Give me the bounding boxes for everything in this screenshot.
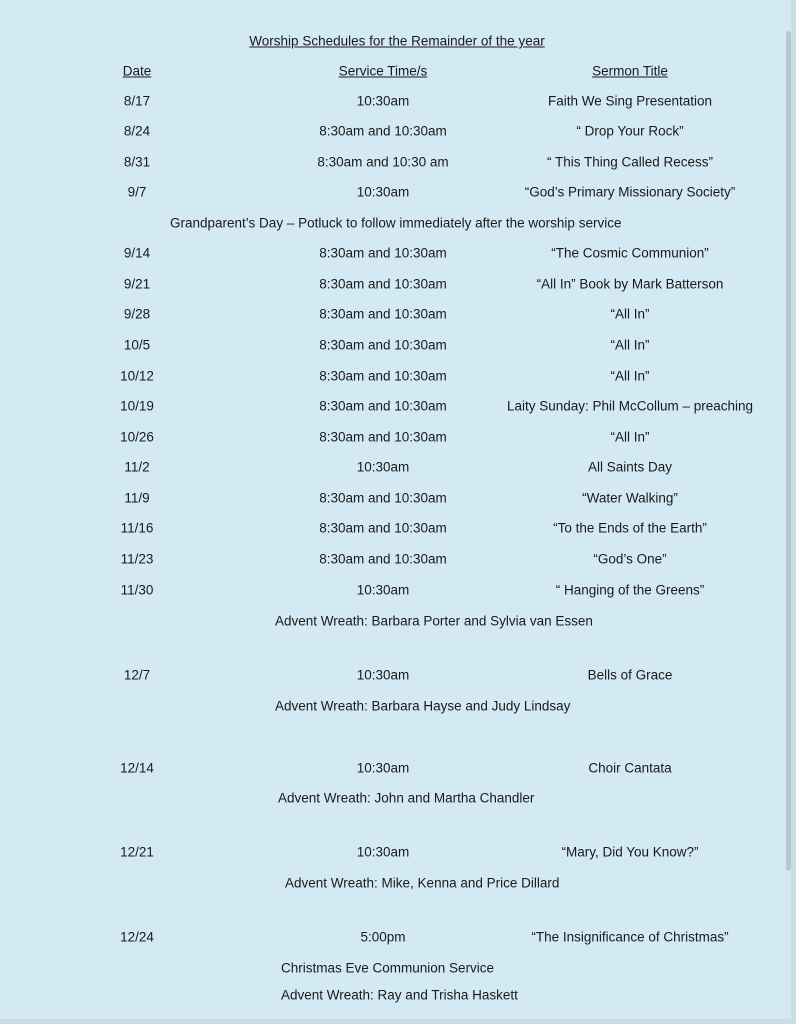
cell-sermon: “All In” — [610, 337, 650, 353]
note-advent-wreath: Advent Wreath: Ray and Trisha Haskett — [281, 987, 518, 1003]
cell-date: 10/5 — [123, 337, 151, 353]
cell-sermon: Choir Cantata — [588, 760, 672, 776]
scrollbar[interactable] — [786, 31, 791, 871]
cell-date: 12/14 — [120, 760, 154, 776]
cell-time: 8:30am and 10:30am — [319, 276, 447, 292]
cell-time: 10:30am — [356, 844, 410, 860]
cell-time: 8:30am and 10:30am — [319, 337, 447, 353]
cell-date: 10/19 — [120, 398, 154, 414]
note-christmas-eve: Christmas Eve Communion Service — [281, 960, 495, 976]
document-title: Worship Schedules for the Remainder of the year — [249, 33, 545, 49]
cell-time: 8:30am and 10:30am — [319, 368, 447, 384]
cell-sermon: All Saints Day — [587, 459, 673, 475]
cell-sermon: “ This Thing Called Recess” — [546, 154, 714, 170]
cell-date: 11/9 — [124, 490, 150, 506]
cell-date: 9/7 — [127, 184, 147, 200]
cell-time: 10:30am — [356, 760, 410, 776]
cell-sermon: “All In” — [610, 429, 650, 445]
cell-date: 9/28 — [123, 306, 151, 322]
cell-time: 8:30am and 10:30am — [319, 123, 447, 139]
cell-time: 8:30am and 10:30 am — [317, 154, 449, 170]
cell-sermon: Faith We Sing Presentation — [547, 93, 713, 109]
header-sermon-title: Sermon Title — [592, 63, 668, 79]
cell-sermon: “God’s Primary Missionary Society” — [524, 184, 736, 200]
header-service-time: Service Time/s — [338, 63, 428, 79]
cell-time: 10:30am — [356, 582, 410, 598]
cell-time: 8:30am and 10:30am — [319, 490, 447, 506]
cell-sermon: “All In” — [610, 306, 650, 322]
cell-date: 12/24 — [120, 929, 154, 945]
cell-time: 10:30am — [356, 93, 410, 109]
cell-date: 8/17 — [123, 93, 151, 109]
note-advent-wreath: Advent Wreath: Mike, Kenna and Price Dillard — [285, 875, 560, 891]
cell-time: 8:30am and 10:30am — [319, 306, 447, 322]
cell-sermon: “ Drop Your Rock” — [576, 123, 684, 139]
cell-time: 10:30am — [356, 184, 410, 200]
cell-sermon: “The Cosmic Communion” — [551, 245, 709, 261]
cell-sermon: “ Hanging of the Greens” — [555, 582, 705, 598]
cell-date: 12/21 — [120, 844, 154, 860]
cell-date: 10/12 — [120, 368, 154, 384]
note-advent-wreath: Advent Wreath: Barbara Hayse and Judy Lindsay — [275, 698, 571, 714]
note-grandparents-day: Grandparent’s Day – Potluck to follow immediately after the worship service — [170, 215, 622, 231]
cell-sermon: “The Insignificance of Christmas” — [531, 929, 729, 945]
cell-time: 5:00pm — [360, 929, 406, 945]
cell-date: 12/7 — [123, 667, 151, 683]
cell-time: 8:30am and 10:30am — [319, 520, 447, 536]
cell-sermon: “All In” — [610, 368, 650, 384]
cell-date: 11/30 — [120, 582, 154, 598]
cell-date: 11/2 — [124, 459, 150, 475]
cell-sermon: Bells of Grace — [587, 667, 673, 683]
note-advent-wreath: Advent Wreath: Barbara Porter and Sylvia van Essen — [275, 613, 593, 629]
cell-sermon: “Water Walking” — [582, 490, 678, 506]
cell-time: 10:30am — [356, 459, 410, 475]
cell-date: 9/14 — [123, 245, 151, 261]
cell-time: 8:30am and 10:30am — [319, 429, 447, 445]
cell-sermon: Laity Sunday: Phil McCollum – preaching — [506, 398, 754, 414]
cell-date: 8/31 — [123, 154, 151, 170]
cell-sermon: “All In” Book by Mark Batterson — [536, 276, 724, 292]
cell-time: 8:30am and 10:30am — [319, 398, 447, 414]
note-advent-wreath: Advent Wreath: John and Martha Chandler — [278, 790, 535, 806]
cell-sermon: “God’s One” — [593, 551, 667, 567]
cell-sermon: “To the Ends of the Earth” — [553, 520, 707, 536]
cell-date: 9/21 — [123, 276, 151, 292]
header-date: Date — [122, 63, 152, 79]
cell-date: 8/24 — [123, 123, 151, 139]
cell-time: 8:30am and 10:30am — [319, 551, 447, 567]
cell-time: 10:30am — [356, 667, 410, 683]
cell-date: 11/16 — [120, 520, 154, 536]
cell-time: 8:30am and 10:30am — [319, 245, 447, 261]
cell-date: 10/26 — [120, 429, 154, 445]
cell-sermon: “Mary, Did You Know?” — [561, 844, 699, 860]
cell-date: 11/23 — [120, 551, 154, 567]
